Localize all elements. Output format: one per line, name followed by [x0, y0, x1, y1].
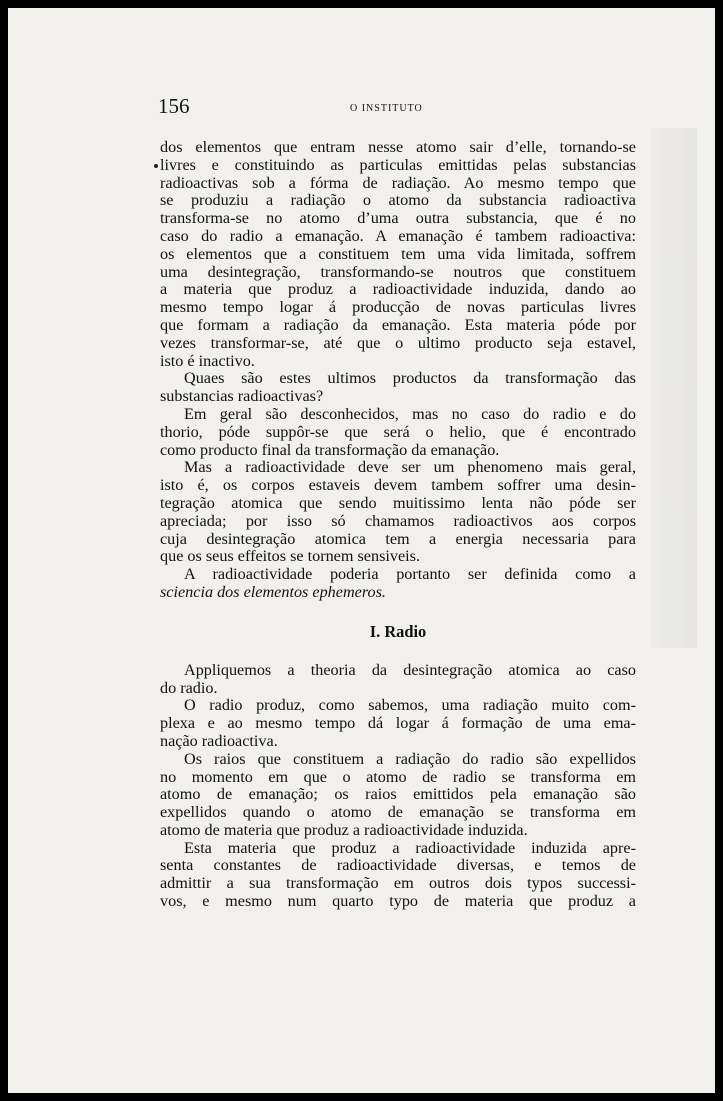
text-line: no momento em que o atomo de radio se transforma em	[160, 767, 636, 786]
section-title: I. Radio	[369, 621, 427, 641]
text-line: nação radioactiva.	[160, 731, 278, 750]
text-line: dos elementos que entram nesse atomo sair d’elle, tornando-se	[160, 138, 636, 156]
text-line: vos, e mesmo num quarto typo de materia que produz a	[160, 892, 636, 911]
text-line: admittir a sua transformação em outros dois typos successi-	[160, 874, 636, 893]
text-line: plexa e ao mesmo tempo dá logar á formação de uma ema-	[160, 714, 636, 733]
text-line: como producto final da transformação da emanação.	[160, 440, 500, 459]
page-number: 156	[158, 94, 190, 118]
text-line: Os raios que constituem a radiação do radio são expellidos	[184, 749, 636, 768]
text-line: que formam a radiação da emanação. Esta materia póde por	[160, 315, 636, 334]
text-line: apreciada; por isso só chamamos radioactivos aos corpos	[160, 511, 636, 530]
text-line: Quaes são estes ultimos productos da transformação das	[184, 369, 636, 388]
body-text	[160, 139, 636, 911]
scanned-page	[8, 8, 715, 1093]
text-line: vezes transformar-se, até que o ultimo producto seja estavel,	[160, 333, 636, 352]
text-line: atomo de emanação; os raios emittidos pela emanação são	[160, 785, 636, 804]
text-line: expellidos quando o atomo de emanação se transforma em	[160, 803, 636, 822]
text-line: que os seus effeitos se tornem sensiveis.	[160, 547, 421, 566]
page-header	[158, 94, 640, 122]
text-line: Mas a radioactividade deve ser um phenomeno mais geral,	[184, 458, 636, 477]
text-line: mesmo tempo logar á producção de novas particulas livres	[160, 298, 636, 317]
text-line: se produziu a radiação o atomo da substancia radioactiva	[160, 191, 636, 210]
text-line: Em geral são desconhecidos, mas no caso do radio e do	[184, 404, 636, 423]
bleed-through-marginalia	[651, 128, 697, 648]
ink-mark	[154, 164, 158, 168]
text-line: Appliquemos a theoria da desintegração atomica ao caso	[184, 660, 636, 679]
text-line: O radio produz, como sabemos, uma radiação muito com-	[184, 696, 636, 715]
text-line: radioactivas sob a fórma de radiação. Ao mesmo tempo que	[160, 173, 636, 192]
text-line: transforma-se no atomo d’uma outra substancia, que é no	[160, 209, 636, 228]
text-line: caso do radio a emanação. A emanação é tambem radioactiva:	[160, 226, 636, 245]
text-line: a materia que produz a radioactividade induzida, dando ao	[160, 280, 636, 299]
text-line: cuja desintegração atomica tem a energia necessaria para	[160, 529, 636, 548]
text-line: thorio, póde suppôr-se que será o helio, que é encontrado	[160, 422, 636, 441]
text-line: Esta materia que produz a radioactividade induzida apre-	[184, 838, 636, 857]
text-line: uma desintegração, transformando-se noutros que constituem	[160, 262, 636, 281]
text-line-italic: sciencia dos elementos ephemeros.	[160, 582, 386, 601]
running-head: O INSTITUTO	[350, 103, 423, 114]
text-line: isto é, os corpos estaveis devem tambem soffrer uma desin-	[160, 476, 636, 495]
text-line: livres e constituindo as particulas emittidas pelas substancias	[160, 155, 636, 174]
text-line: os elementos que a constituem tem uma vida limitada, soffrem	[160, 244, 636, 263]
text-line: do radio.	[160, 678, 218, 697]
text-line: senta constantes de radioactividade diversas, e temos de	[160, 856, 636, 875]
text-line: tegração atomica que sendo muitissimo lenta não póde ser	[160, 493, 636, 512]
text-line: substancias radioactivas?	[160, 387, 324, 406]
text-line: isto é inactivo.	[160, 351, 255, 370]
text-line: A radioactividade poderia portanto ser definida como a	[184, 565, 636, 584]
text-line: atomo de materia que produz a radioactividade induzida.	[160, 820, 528, 839]
